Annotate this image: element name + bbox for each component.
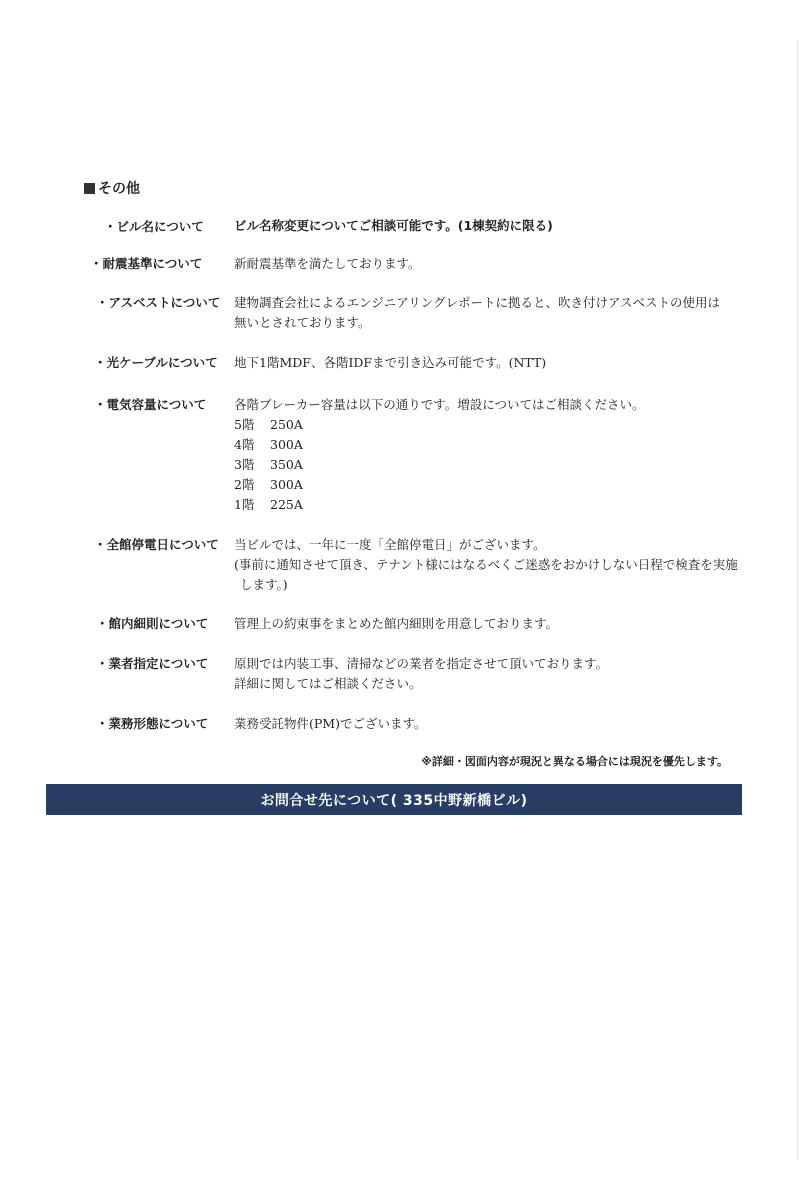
capacity-value: 300A (270, 477, 303, 492)
disclaimer-note: ※詳細・図面内容が現況と異なる場合には現況を優先します。 (421, 755, 728, 768)
item-value-line: ビル名称変更についてご相談可能です。(1棟契約に限る) (234, 218, 553, 233)
capacity-floor: 3階 (234, 457, 255, 472)
item-value (234, 654, 734, 694)
item-label: ・全館停電日について (94, 537, 219, 552)
item-value (234, 395, 734, 515)
item-label: ・館内細則について (96, 616, 209, 631)
capacity-value: 350A (270, 457, 303, 472)
item-value-line: (事前に通知させて頂き、テナント様にはなるべくご迷惑をおかけしない日程で検査を実施 (234, 557, 738, 572)
item-label: ・アスベストについて (96, 295, 221, 310)
item-label: ・ビル名について (104, 219, 204, 234)
section-heading (84, 178, 140, 198)
capacity-floor: 2階 (234, 477, 255, 492)
item-value-line: 詳細に関してはご相談ください。 (234, 676, 422, 691)
item-value-line: 建物調査会社によるエンジニアリングレポートに拠ると、吹き付けアスベストの使用は (234, 295, 720, 310)
item-value-line: 当ビルでは、一年に一度「全館停電日」がございます。 (234, 537, 546, 552)
capacity-row-3f (234, 455, 734, 475)
section-title: その他 (98, 181, 140, 197)
item-label: ・光ケーブルについて (94, 355, 218, 370)
capacity-value: 300A (270, 437, 303, 452)
item-value-line: 管理上の約束事をまとめた館内細則を用意しております。 (234, 616, 559, 631)
item-label: ・耐震基準について (90, 256, 203, 271)
item-value (234, 293, 734, 333)
item-value (234, 535, 738, 595)
item-value-line: 業務受託物件(PM)でございます。 (234, 716, 427, 731)
item-value (234, 614, 734, 634)
item-value-line: 地下1階MDF、各階IDFまで引き込み可能です。(NTT) (234, 355, 547, 370)
item-value (234, 714, 734, 734)
item-value-line: 各階ブレーカー容量は以下の通りです。増設についてはご相談ください。 (234, 397, 645, 412)
item-value-line: 無いとされております。 (234, 315, 371, 330)
item-value (234, 254, 734, 274)
capacity-row-5f (234, 415, 734, 435)
item-value-line: します。) (240, 577, 288, 592)
item-label: ・業務形態について (96, 716, 209, 731)
item-value (234, 353, 734, 373)
square-bullet-icon (84, 183, 95, 194)
contact-title: お問合せ先について( 335中野新橋ビル) (260, 792, 528, 809)
capacity-value: 250A (270, 417, 303, 432)
capacity-value: 225A (270, 497, 303, 512)
item-value-line: 新耐震基準を満たしております。 (234, 256, 421, 271)
item-label: ・業者指定について (96, 656, 209, 671)
contact-banner (46, 784, 742, 815)
capacity-floor: 5階 (234, 417, 255, 432)
item-value (234, 216, 734, 236)
capacity-row-2f (234, 475, 734, 495)
capacity-floor: 4階 (234, 437, 255, 452)
capacity-floor: 1階 (234, 497, 255, 512)
capacity-row-4f (234, 435, 734, 455)
page-edge-line (797, 40, 798, 1160)
item-value-line: 原則では内装工事、清掃などの業者を指定させて頂いております。 (234, 656, 609, 671)
item-label: ・電気容量について (94, 397, 207, 412)
capacity-row-1f (234, 495, 734, 515)
